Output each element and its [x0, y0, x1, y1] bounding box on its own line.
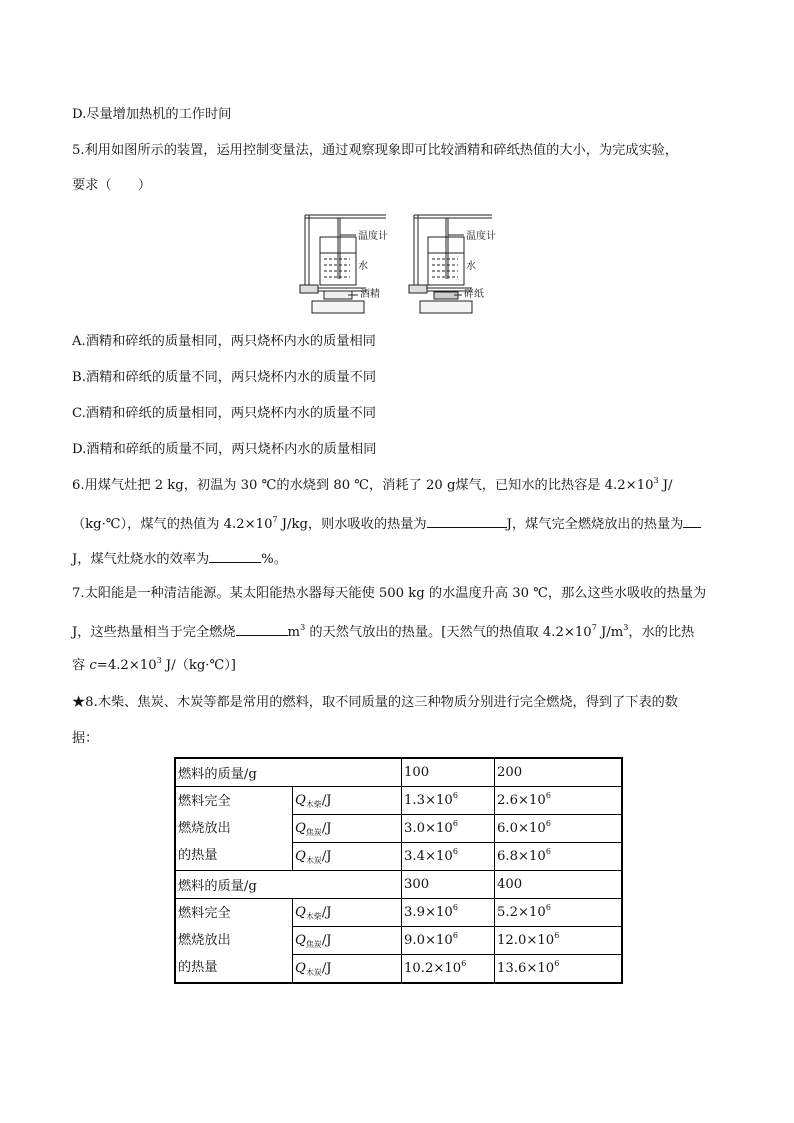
- value-cell: $3.9\times 10^6$: [402, 899, 495, 927]
- option-a: A.酒精和碎纸的质量相同，两只烧杯内水的质量相同: [72, 334, 376, 349]
- left-water-label: 水: [358, 261, 368, 272]
- mass-cell: 200: [495, 758, 623, 787]
- heat-label-cell: 燃料完全 燃烧放出 的热量: [175, 787, 293, 871]
- value-cell: $3.0\times 10^6$: [402, 815, 495, 843]
- question-8-line-1: ★8.木柴、焦炭、木炭等都是常用的燃料，取不同质量的这三种物质分别进行完全燃烧，得到了下表的数: [72, 695, 679, 710]
- right-thermometer-label: 温度计: [466, 231, 496, 242]
- left-thermometer-label: 温度计: [358, 231, 388, 242]
- fuel-heat-table: [174, 757, 623, 984]
- value-cell: $6.0\times 10^6$: [495, 815, 623, 843]
- mass-cell: 100: [402, 758, 495, 787]
- value-cell: $5.2\times 10^6$: [495, 899, 623, 927]
- right-paper-label: 碎纸: [464, 289, 484, 300]
- question-6-line-2: （kg·℃），煤气的热值为 $4.2\times 10^7$ J/kg，则水吸收的热量为 J，煤气完全燃烧放出的热量为: [72, 513, 701, 534]
- value-cell: $6.8\times 10^6$: [495, 843, 623, 871]
- question-5-stem-cont: 要求（ ）: [72, 178, 152, 193]
- question-6-line-3: J，煤气灶烧水的效率为 %。: [72, 548, 287, 569]
- question-8-line-2: 据：: [72, 731, 99, 746]
- mass-label-cell: 燃料的质量/g: [175, 871, 402, 899]
- question-6-line-1: 6.用煤气灶把 2 kg，初温为 30 ℃的水烧到 80 ℃，消耗了 20 g煤气，已知水的比热容是 $4.2\times 10^3$ J/: [72, 475, 673, 493]
- value-cell: $12.0\times 10^6$: [495, 927, 623, 955]
- table-row: [175, 787, 622, 815]
- table-row: [175, 871, 622, 899]
- question-7-line-2: J，这些热量相当于完全燃烧 $m^3$ 的天然气放出的热量。[天然气的热值取 $4.2\times 10^7$ $J/m^3$，水的比热: [72, 622, 695, 640]
- question-5-stem: 5.利用如图所示的装置，运用控制变量法，通过观察现象即可比较酒精和碎纸热值的大小，为完成实验，: [72, 143, 679, 158]
- table-row: [175, 899, 622, 927]
- fuel-label-cell: $Q_{焦炭}/J$: [293, 815, 402, 843]
- fuel-label-cell: $Q_{木柴}/J$: [293, 787, 402, 815]
- value-cell: $1.3\times 10^6$: [402, 787, 495, 815]
- mass-cell: 400: [495, 871, 623, 899]
- option-d: D.酒精和碎纸的质量不同，两只烧杯内水的质量相同: [72, 442, 377, 457]
- left-alcohol-label: 酒精: [360, 289, 380, 300]
- heat-label-cell: 燃料完全 燃烧放出 的热量: [175, 899, 293, 984]
- value-cell: $10.2\times 10^6$: [402, 955, 495, 984]
- experiment-figure: [294, 207, 504, 319]
- value-cell: $2.6\times 10^6$: [495, 787, 623, 815]
- value-cell: $13.6\times 10^6$: [495, 955, 623, 984]
- option-b: B.酒精和碎纸的质量不同，两只烧杯内水的质量不同: [72, 370, 377, 385]
- fuel-label-cell: $Q_{木炭}/J$: [293, 843, 402, 871]
- mass-label-cell: 燃料的质量/g: [175, 758, 402, 787]
- blank-2[interactable]: [683, 513, 701, 528]
- table-row: [175, 758, 622, 787]
- value-cell: $9.0\times 10^6$: [402, 927, 495, 955]
- blank-3[interactable]: [209, 548, 261, 563]
- value-cell: $3.4\times 10^6$: [402, 843, 495, 871]
- fuel-label-cell: $Q_{焦炭}/J$: [293, 927, 402, 955]
- fuel-label-cell: $Q_{木柴}/J$: [293, 899, 402, 927]
- fuel-label-cell: $Q_{木炭}/J$: [293, 955, 402, 984]
- blank-4[interactable]: [236, 621, 288, 636]
- blank-1[interactable]: [427, 513, 507, 528]
- question-7-line-3: 容 $c=4.2\times 10^3$ J/（kg·℃）]: [72, 655, 236, 673]
- right-water-label: 水: [466, 261, 476, 272]
- question-7-line-1: 7.太阳能是一种清洁能源。某太阳能热水器每天能使 500 kg 的水温度升高 30 ℃，那么这些水吸收的热量为: [72, 586, 707, 601]
- option-d-prev: D.尽量增加热机的工作时间: [72, 107, 232, 122]
- mass-cell: 300: [402, 871, 495, 899]
- option-c: C.酒精和碎纸的质量相同，两只烧杯内水的质量不同: [72, 406, 376, 421]
